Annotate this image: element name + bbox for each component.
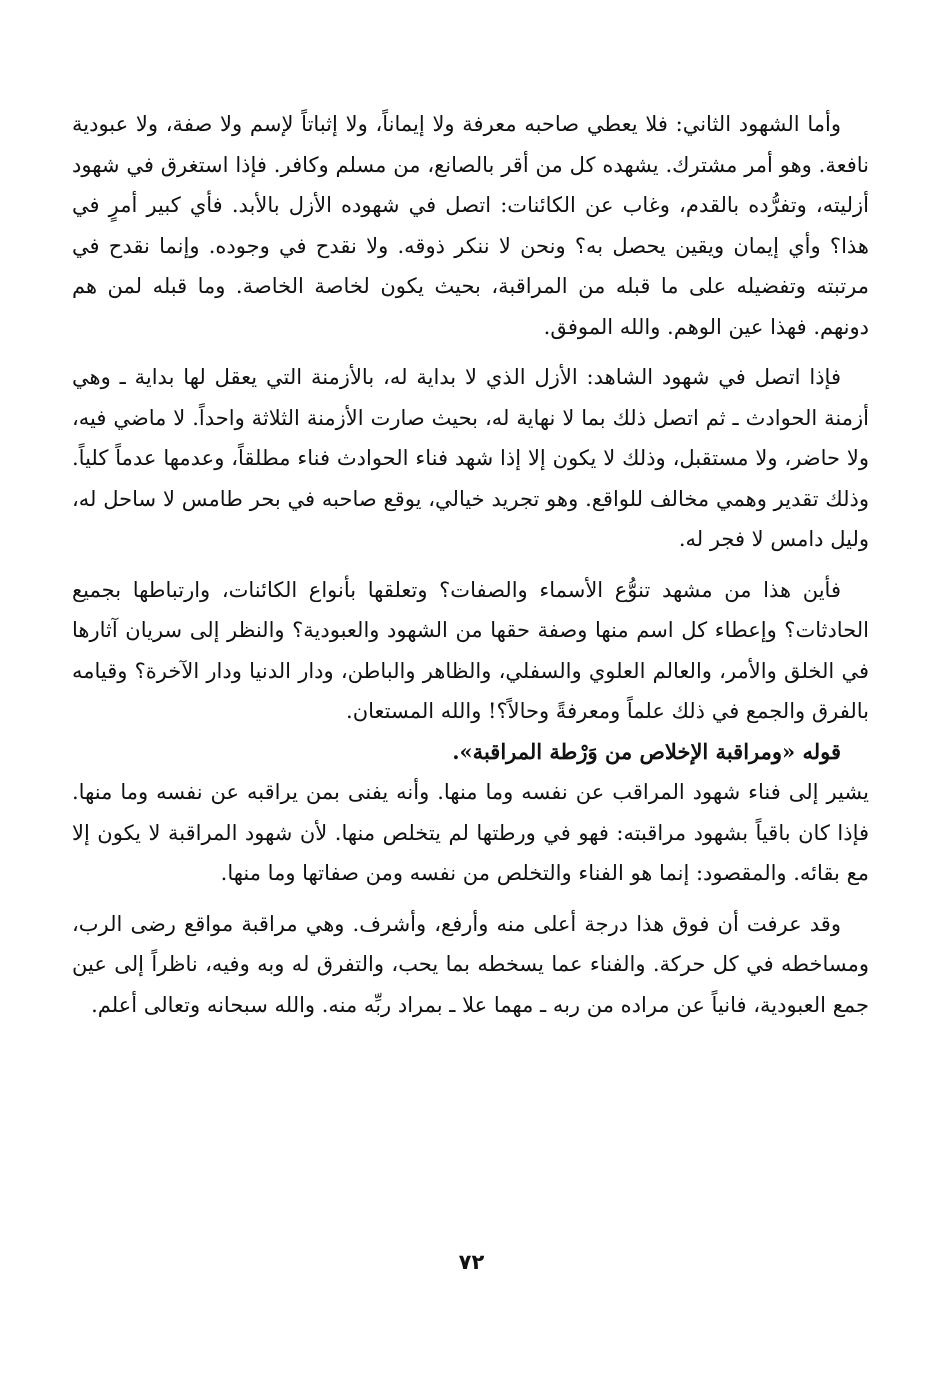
body-text	[72, 104, 869, 1025]
paragraph-second-witnessing: وأما الشهود الثاني: فلا يعطي صاحبه معرفة ولا إيماناً، ولا إثباتاً لإسم ولا صفة، ولا عبودية نافعة. وهو أمر مشترك. يشهده كل من أقر بالصانع، من مسلم وكافر. فإذا استغرق في شهود أزليته، وتفرُّده بالقدم، وغاب عن الكائنات: اتصل في شهوده الأزل بالأبد. فأي كبير أمرٍ في هذا؟ وأي إيمان ويقين يحصل به؟ ونحن لا ننكر ذوقه. ولا نقدح في وجوده. وإنما نقدح في مرتبته وتفضيله على ما قبله من المراقبة، بحيث يكون لخاصة الخاصة. وما قبله لمن هم دونهم. فهذا عين الوهم. والله الموفق.	[72, 112, 869, 339]
paragraph-eternity: فإذا اتصل في شهود الشاهد: الأزل الذي لا بداية له، بالأزمنة التي يعقل لها بداية ـ وهي أزمنة الحوادث ـ ثم اتصل ذلك بما لا نهاية له، بحيث صارت الأزمنة الثلاثة واحداً. لا ماضي فيه، ولا حاضر، ولا مستقبل، وذلك لا يكون إلا إذا شهد فناء الحوادث فناء مطلقاً، وعدمها عدماً كلياً. وذلك تقدير وهمي مخالف للواقع. وهو تجريد خيالي، يوقع صاحبه في بحر طامس لا ساحل له، وليل دامس لا فجر له.	[72, 365, 869, 551]
paragraph-closing: وقد عرفت أن فوق هذا درجة أعلى منه وأرفع، وأشرف. وهي مراقبة مواقع رضى الرب، ومساخطه في كل حركة. والفناء عما يسخطه بما يحب، والتفرق له وبه وفيه، ناظراً إلى عين جمع العبودية، فانياً عن مراده من ربه ـ مهما علا ـ بمراد ربِّه منه. والله سبحانه وتعالى أعلم.	[72, 911, 869, 1017]
paragraph-commentary: يشير إلى فناء شهود المراقب عن نفسه وما منها. وأنه يفنى بمن يراقبه عن نفسه وما منها. فإذا كان باقياً بشهود مراقبته: فهو في ورطتها لم يتخلص منها. لأن شهود المراقبة لا يكون إلا مع بقائه. والمقصود: إنما هو الفناء والتخلص من نفسه ومن صفاتها وما منها.	[72, 780, 869, 885]
paragraph-names-attributes: فأين هذا من مشهد تنوُّع الأسماء والصفات؟ وتعلقها بأنواع الكائنات، وارتباطها بجميع الحادثات؟ وإعطاء كل اسم منها وصفة حقها من الشهود والعبودية؟ والنظر إلى سريان آثارها في الخلق والأمر، والعالم العلوي والسفلي، والظاهر والباطن، ودار الدنيا ودار الآخرة؟ وقيامه بالفرق والجمع في ذلك علماً ومعرفةً وحالاً؟! والله المستعان.	[72, 577, 869, 723]
page-number: ٧٢	[458, 1250, 485, 1274]
quoted-statement: قوله «ومراقبة الإخلاص من وَرْطة المراقبة».	[452, 738, 841, 764]
